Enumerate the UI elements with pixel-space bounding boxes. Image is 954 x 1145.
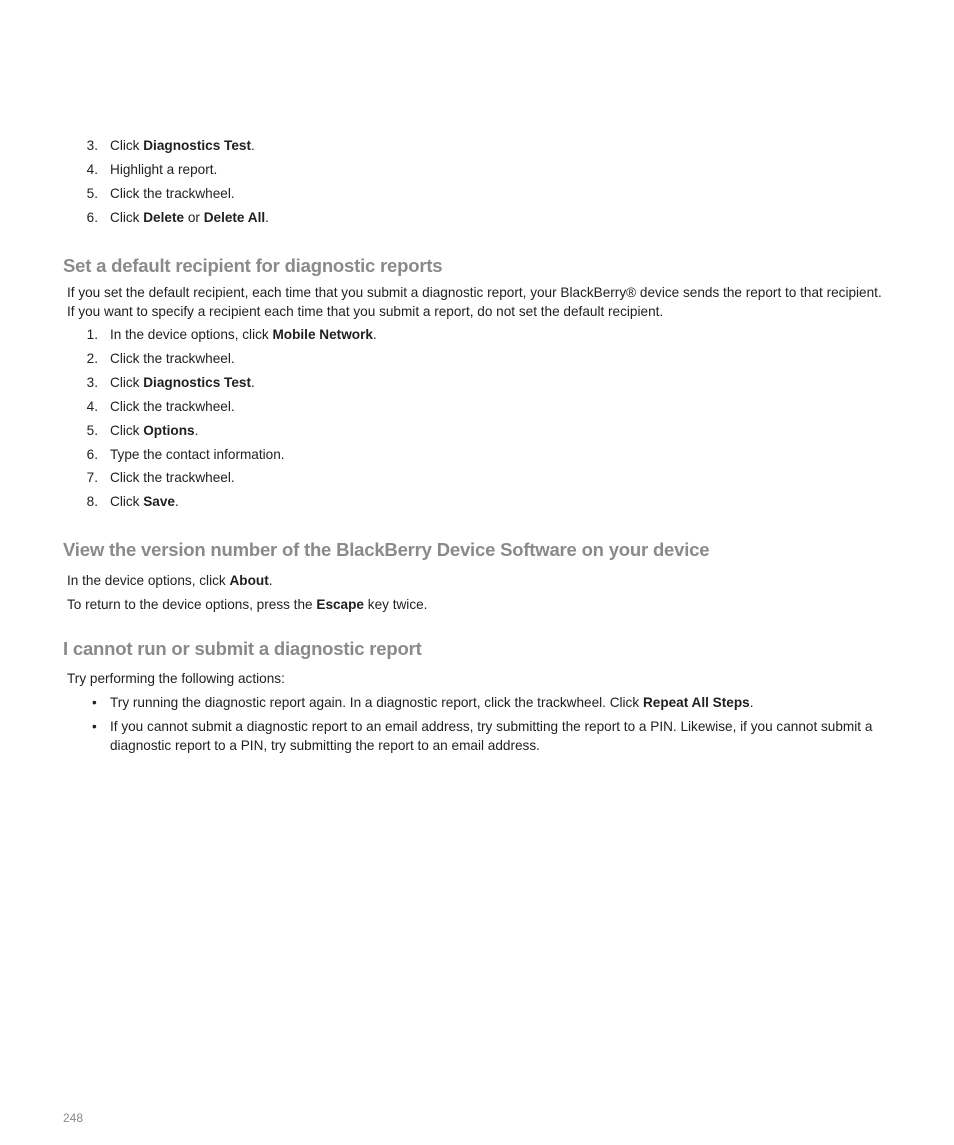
troubleshoot-intro: Try performing the following actions: (67, 671, 285, 686)
step-number: 4. (86, 399, 98, 414)
bullet-dot: • (92, 719, 97, 734)
step-text: Click Save. (110, 494, 179, 509)
step-number: 4. (86, 162, 98, 177)
step-number: 6. (86, 210, 98, 225)
step-text: Click the trackwheel. (110, 470, 235, 485)
list-item (0, 373, 954, 393)
list-item (0, 397, 954, 417)
step-text: Click the trackwheel. (110, 351, 235, 366)
step-text: In the device options, click Mobile Network. (110, 327, 377, 342)
step-text: Click Diagnostics Test. (110, 138, 255, 153)
step-number: 2. (86, 351, 98, 366)
list-item (0, 184, 954, 204)
step-number: 3. (86, 138, 98, 153)
list-item (0, 136, 954, 156)
step-number: 7. (86, 470, 98, 485)
step-number: 3. (86, 375, 98, 390)
bullet-dot: • (92, 695, 97, 710)
section-paragraph-line2: If you want to specify a recipient each time that you submit a report, do not set the default recipient. (67, 304, 664, 319)
version-step-line1: In the device options, click About. (67, 573, 273, 588)
list-item (0, 445, 954, 465)
list-item (0, 325, 954, 345)
section-heading-default-recipient: Set a default recipient for diagnostic reports (63, 255, 443, 276)
list-item (0, 421, 954, 441)
step-text: Highlight a report. (110, 162, 218, 177)
step-text: Click Diagnostics Test. (110, 375, 255, 390)
bullet-text: Try running the diagnostic report again. In a diagnostic report, click the trackwheel. Click Repeat All Steps. (110, 695, 754, 710)
section-heading-version-number: View the version number of the BlackBerry Device Software on your device (63, 539, 710, 560)
step-text: Click the trackwheel. (110, 186, 235, 201)
step-number: 1. (86, 327, 98, 342)
step-text: Click Delete or Delete All. (110, 210, 269, 225)
step-number: 8. (86, 494, 98, 509)
version-step-line2: To return to the device options, press the Escape key twice. (67, 597, 428, 612)
list-item (0, 160, 954, 180)
list-item (0, 492, 954, 512)
step-number: 5. (86, 186, 98, 201)
step-number: 6. (86, 447, 98, 462)
step-number: 5. (86, 423, 98, 438)
list-item (0, 208, 954, 228)
step-text: Type the contact information. (110, 447, 285, 462)
list-item (0, 468, 954, 488)
list-item (0, 349, 954, 369)
bullet-text: If you cannot submit a diagnostic report to an email address, try submitting the report to a PIN. Likewise, if you cannot submit a diagnostic report to a PIN, try submitting the report to an email address. (110, 719, 873, 753)
section-paragraph-line1: If you set the default recipient, each time that you submit a diagnostic report, your BlackBerry® device sends the report to that recipient. (67, 285, 882, 300)
step-text: Click the trackwheel. (110, 399, 235, 414)
section-heading-troubleshoot: I cannot run or submit a diagnostic report (63, 638, 422, 659)
page-number: 248 (63, 1111, 84, 1125)
step-text: Click Options. (110, 423, 199, 438)
